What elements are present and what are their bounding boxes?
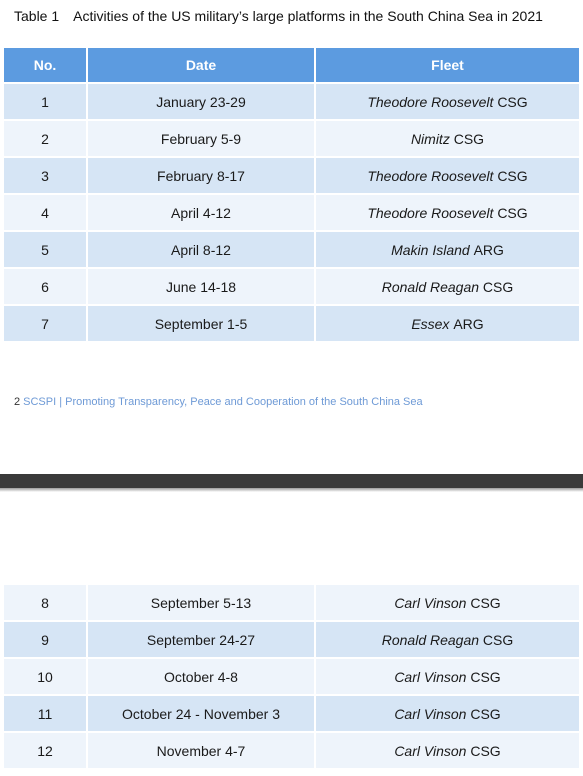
column-header-no: No.: [4, 48, 88, 84]
cell-no: 2: [4, 121, 88, 158]
fleet-name: Carl Vinson: [394, 594, 467, 611]
table-row: [4, 733, 579, 770]
table-caption-label: Table 1: [14, 8, 60, 24]
table-row: [4, 585, 579, 622]
fleet-type: CSG: [482, 278, 514, 295]
cell-fleet: [316, 84, 579, 121]
cell-date: April 8-12: [88, 232, 316, 269]
column-header-date: Date: [88, 48, 316, 84]
fleet-type: CSG: [497, 167, 528, 184]
table-row: [4, 195, 579, 232]
fleet-name: Carl Vinson: [394, 668, 467, 685]
page-separator-shadow: [0, 488, 583, 492]
page-separator: [0, 474, 583, 488]
cell-fleet: [316, 158, 579, 195]
table-row: [4, 696, 579, 733]
column-header-fleet: Fleet: [316, 48, 579, 84]
table-row: [4, 84, 579, 121]
fleet-table-page-2: [4, 585, 579, 770]
cell-date: April 4-12: [88, 195, 316, 232]
cell-fleet: [316, 733, 579, 770]
cell-date: February 8-17: [88, 158, 316, 195]
table-row: [4, 622, 579, 659]
fleet-type: CSG: [470, 594, 501, 611]
table-caption-title: Activities of the US military’s large platforms in the South China Sea in 2021: [73, 8, 543, 24]
cell-fleet: [316, 195, 579, 232]
cell-fleet: [316, 269, 579, 306]
fleet-type: CSG: [497, 204, 528, 221]
fleet-name: Carl Vinson: [394, 742, 467, 759]
cell-fleet: [316, 659, 579, 696]
fleet-name: Theodore Roosevelt: [367, 167, 494, 184]
cell-no: 4: [4, 195, 88, 232]
fleet-type: ARG: [473, 241, 504, 258]
table-row: [4, 158, 579, 195]
fleet-type: CSG: [470, 705, 501, 722]
table-row: [4, 306, 579, 343]
fleet-name: Carl Vinson: [394, 705, 467, 722]
footer-text: SCSPI | Promoting Transparency, Peace and Cooperation of the South China Sea: [23, 396, 423, 408]
table-row: [4, 659, 579, 696]
fleet-type: CSG: [453, 130, 485, 147]
cell-no: 7: [4, 306, 88, 343]
cell-fleet: [316, 696, 579, 733]
cell-no: 11: [4, 696, 88, 733]
fleet-table-page-1: [4, 48, 579, 343]
fleet-name: Makin Island: [391, 241, 470, 258]
page-footer: [14, 396, 423, 408]
fleet-type: ARG: [453, 315, 484, 332]
cell-fleet: [316, 232, 579, 269]
fleet-name: Theodore Roosevelt: [367, 93, 494, 110]
fleet-name: Ronald Reagan: [381, 278, 480, 295]
page-number: 2: [14, 396, 21, 408]
cell-no: 1: [4, 84, 88, 121]
fleet-name: Ronald Reagan: [381, 631, 480, 648]
cell-fleet: [316, 585, 579, 622]
fleet-type: CSG: [470, 742, 501, 759]
cell-date: October 24 - November 3: [88, 696, 316, 733]
table-row: [4, 269, 579, 306]
cell-fleet: [316, 622, 579, 659]
table-body-page-2: [4, 585, 579, 770]
cell-no: 8: [4, 585, 88, 622]
table-caption: [14, 8, 543, 24]
fleet-name: Theodore Roosevelt: [367, 204, 494, 221]
cell-no: 9: [4, 622, 88, 659]
cell-no: 6: [4, 269, 88, 306]
fleet-type: CSG: [497, 93, 528, 110]
cell-fleet: [316, 121, 579, 158]
cell-date: June 14-18: [88, 269, 316, 306]
cell-date: September 5-13: [88, 585, 316, 622]
cell-date: October 4-8: [88, 659, 316, 696]
cell-date: November 4-7: [88, 733, 316, 770]
table-body-page-1: [4, 84, 579, 343]
cell-fleet: [316, 306, 579, 343]
fleet-name: Nimitz: [410, 130, 450, 147]
fleet-name: Essex: [411, 315, 450, 332]
cell-date: January 23-29: [88, 84, 316, 121]
fleet-type: CSG: [482, 631, 514, 648]
cell-date: September 24-27: [88, 622, 316, 659]
cell-no: 10: [4, 659, 88, 696]
cell-no: 5: [4, 232, 88, 269]
cell-date: February 5-9: [88, 121, 316, 158]
table-row: [4, 232, 579, 269]
fleet-type: CSG: [470, 668, 501, 685]
cell-no: 3: [4, 158, 88, 195]
table-header-row: [4, 48, 579, 84]
cell-date: September 1-5: [88, 306, 316, 343]
table-row: [4, 121, 579, 158]
cell-no: 12: [4, 733, 88, 770]
